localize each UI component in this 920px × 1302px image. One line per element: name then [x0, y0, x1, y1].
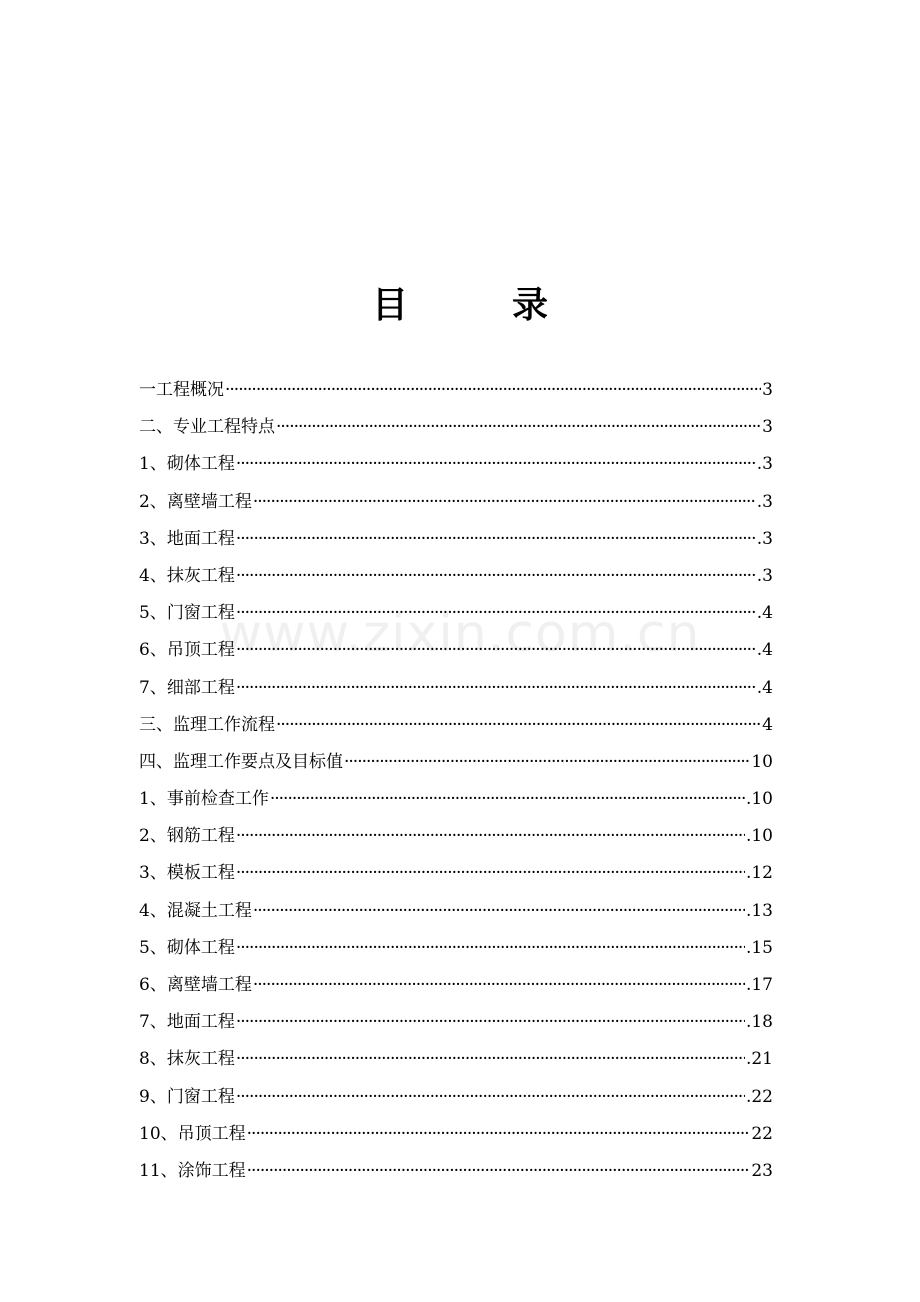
toc-entry-page: .3: [756, 565, 773, 586]
toc-entry-label: 5、砌体工程: [139, 937, 235, 958]
toc-entry[interactable]: [139, 632, 773, 669]
toc-entry-label: 3、模板工程: [139, 863, 235, 884]
toc-dot-leader: [270, 781, 745, 818]
toc-entry-label: 6、吊顶工程: [139, 640, 235, 661]
toc-entry[interactable]: [139, 446, 773, 483]
toc-entry-label: 1、事前检查工作: [139, 789, 269, 810]
toc-dot-leader: [236, 521, 756, 558]
toc-dot-leader: [236, 446, 756, 483]
toc-dot-leader: [236, 1041, 745, 1078]
toc-entry-page: 4: [762, 714, 773, 735]
toc-entry-label: 5、门窗工程: [139, 603, 235, 624]
toc-entry[interactable]: [139, 521, 773, 558]
toc-entry[interactable]: [139, 1079, 773, 1116]
toc-entry-page: .4: [756, 640, 773, 661]
toc-entry[interactable]: [139, 893, 773, 930]
toc-entry-page: .3: [756, 528, 773, 549]
toc-entry[interactable]: [139, 1004, 773, 1041]
toc-entry-page: .21: [745, 1049, 773, 1070]
toc-entry-page: .4: [756, 603, 773, 624]
watermark: www.zixin.com.cn: [219, 604, 701, 664]
toc-dot-leader: [276, 409, 761, 446]
toc-dot-leader: [247, 1116, 751, 1153]
toc-entry-label: 一工程概况: [139, 380, 224, 400]
toc-entry-label: 9、门窗工程: [139, 1086, 235, 1107]
toc-entry[interactable]: [139, 670, 773, 707]
toc-entry-page: 22: [751, 1123, 773, 1144]
toc-entry[interactable]: [139, 818, 773, 855]
toc-dot-leader: [236, 558, 756, 595]
toc-entry[interactable]: [139, 409, 773, 446]
toc-entry-label: 4、抹灰工程: [139, 565, 235, 586]
toc-entry-page: .22: [745, 1086, 773, 1107]
toc-entry[interactable]: [139, 484, 773, 521]
toc-dot-leader: [236, 595, 756, 632]
toc-entry-label: 1、砌体工程: [139, 454, 235, 475]
toc-entry-label: 三、监理工作流程: [139, 714, 275, 735]
toc-entry-label: 10、吊顶工程: [139, 1123, 246, 1144]
toc-dot-leader: [236, 818, 745, 855]
toc-entry-page: .13: [745, 900, 773, 921]
toc-entry-page: 10: [751, 751, 773, 772]
toc-entry[interactable]: [139, 707, 773, 744]
toc-dot-leader: [236, 855, 745, 892]
toc-dot-leader: [236, 632, 756, 669]
toc-dot-leader: [276, 707, 761, 744]
toc-dot-leader: [253, 893, 745, 930]
toc-entry[interactable]: [139, 558, 773, 595]
toc-dot-leader: [236, 1004, 745, 1041]
toc-entry-label: 7、细部工程: [139, 677, 235, 698]
toc-entry[interactable]: [139, 1116, 773, 1153]
toc-entry-label: 2、离壁墙工程: [139, 491, 252, 512]
toc-entry-label: 8、抹灰工程: [139, 1049, 235, 1070]
toc-entry-page: .3: [756, 491, 773, 512]
toc-entry-label: 四、监理工作要点及目标值: [139, 751, 343, 772]
toc-dot-leader: [236, 1079, 745, 1116]
toc-entry-page: .17: [745, 975, 773, 995]
toc-entry[interactable]: [139, 1041, 773, 1078]
toc-entry[interactable]: [139, 781, 773, 818]
toc-entry-page: .15: [745, 937, 773, 958]
toc-entry[interactable]: [139, 1153, 773, 1190]
toc-entry-label: 3、地面工程: [139, 528, 235, 549]
toc-dot-leader: [225, 372, 761, 409]
toc-dot-leader: [247, 1153, 751, 1190]
toc-entry-page: 23: [751, 1160, 773, 1181]
toc-entry-label: 6、离壁墙工程: [139, 975, 252, 995]
toc-entry-page: .18: [745, 1012, 773, 1033]
toc-dot-leader: [236, 670, 756, 707]
toc-entry-page: .10: [745, 789, 773, 810]
toc-entry-label: 11、涂饰工程: [139, 1160, 246, 1181]
page-title: 目 录: [371, 285, 582, 326]
toc-entry-page: 3: [762, 380, 773, 400]
toc-entry[interactable]: [139, 855, 773, 892]
toc-entry-page: .12: [745, 863, 773, 884]
table-of-contents: [139, 372, 773, 1190]
toc-entry-page: .10: [745, 826, 773, 847]
toc-dot-leader: [253, 967, 745, 1004]
toc-entry-label: 二、专业工程特点: [139, 417, 275, 438]
toc-dot-leader: [253, 484, 756, 521]
toc-entry-page: .3: [756, 454, 773, 475]
toc-entry[interactable]: [139, 744, 773, 781]
toc-entry[interactable]: [139, 595, 773, 632]
toc-dot-leader: [236, 930, 745, 967]
toc-entry[interactable]: [139, 930, 773, 967]
toc-entry-page: .4: [756, 677, 773, 698]
toc-entry-label: 7、地面工程: [139, 1012, 235, 1033]
toc-entry-label: 2、钢筋工程: [139, 826, 235, 847]
toc-entry[interactable]: [139, 967, 773, 1004]
toc-entry-label: 4、混凝土工程: [139, 900, 252, 921]
toc-dot-leader: [344, 744, 750, 781]
toc-entry-page: 3: [762, 417, 773, 438]
toc-entry[interactable]: [139, 372, 773, 409]
